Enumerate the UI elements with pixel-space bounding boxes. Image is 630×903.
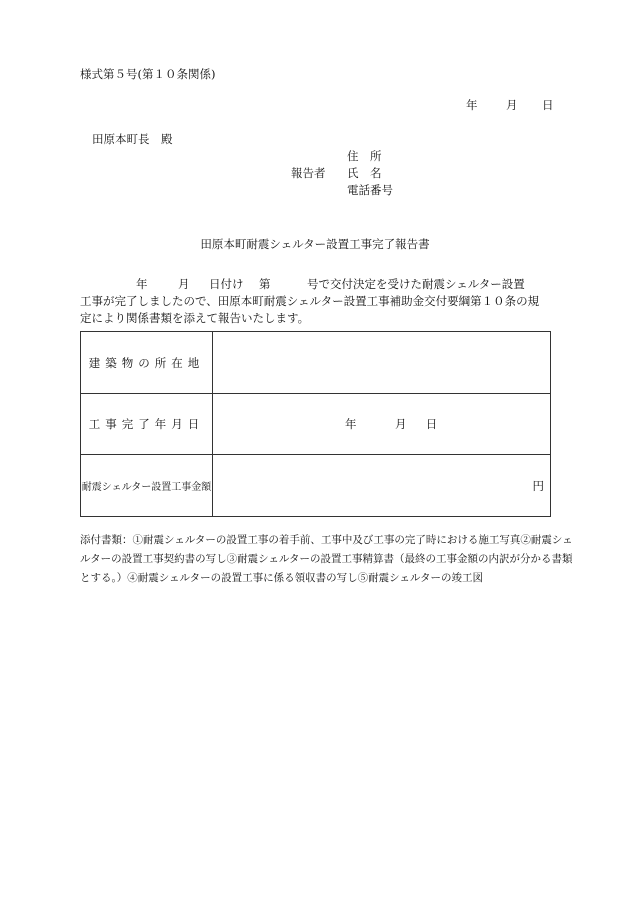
completion-date-label: 工事完了年月日 bbox=[81, 394, 213, 455]
body-no: 第 bbox=[259, 277, 271, 291]
reporter-phone-label: 電話番号 bbox=[347, 183, 393, 197]
body-month: 月 bbox=[178, 277, 190, 291]
table-row bbox=[81, 394, 551, 455]
addressee: 田原本町長 殿 bbox=[92, 132, 173, 146]
reporter-name-label: 氏 名 bbox=[347, 166, 382, 180]
construction-amount-field[interactable] bbox=[213, 455, 551, 517]
attachments-line-3: とする。）④耐震シェルターの設置工事に係る領収書の写し⑤耐震シェルターの竣工図 bbox=[80, 572, 483, 584]
report-body bbox=[80, 276, 554, 327]
body-dated: 日付け bbox=[209, 277, 244, 291]
report-table bbox=[80, 331, 551, 517]
body-line-1 bbox=[80, 276, 554, 293]
building-location-field[interactable] bbox=[213, 332, 551, 394]
table-row bbox=[81, 332, 551, 394]
table-row bbox=[81, 455, 551, 517]
attachments-line-1: 添付書類：①耐震シェルターの設置工事の着手前、工事中及び工事の完了時における施工写真②耐震シェ bbox=[80, 534, 573, 546]
completion-day: 日 bbox=[425, 417, 438, 431]
date-month: 月 bbox=[506, 98, 518, 112]
submission-date bbox=[466, 97, 554, 113]
date-year: 年 bbox=[466, 98, 478, 112]
body-line-3: 定により関係書類を添えて報告いたします。 bbox=[80, 311, 310, 325]
body-line1-rest: 号で交付決定を受けた耐震シェルター設置 bbox=[307, 277, 525, 291]
completion-date-field[interactable] bbox=[213, 394, 551, 455]
document-title: 田原本町耐震シェルター設置工事完了報告書 bbox=[200, 237, 430, 251]
completion-month: 月 bbox=[395, 417, 407, 431]
attachments-line-2: ルターの設置工事契約書の写し③耐震シェルターの設置工事精算書（最終の工事金額の内訳が分かる書類 bbox=[80, 553, 573, 565]
reporter-label: 報告者 bbox=[291, 166, 326, 180]
reporter-address-label: 住 所 bbox=[347, 149, 382, 163]
attachments-note bbox=[80, 531, 573, 588]
construction-amount-label: 耐震シェルター設置工事金額 bbox=[81, 455, 213, 517]
body-line-2: 工事が完了しましたので、田原本町耐震シェルター設置工事補助金交付要綱第１０条の規 bbox=[80, 294, 540, 308]
yen-unit: 円 bbox=[532, 478, 544, 493]
date-day: 日 bbox=[542, 98, 554, 112]
completion-year: 年 bbox=[345, 417, 357, 431]
building-location-label: 建築物の所在地 bbox=[81, 332, 213, 394]
form-number: 様式第５号(第１０条関係) bbox=[80, 67, 216, 81]
body-year: 年 bbox=[136, 277, 148, 291]
